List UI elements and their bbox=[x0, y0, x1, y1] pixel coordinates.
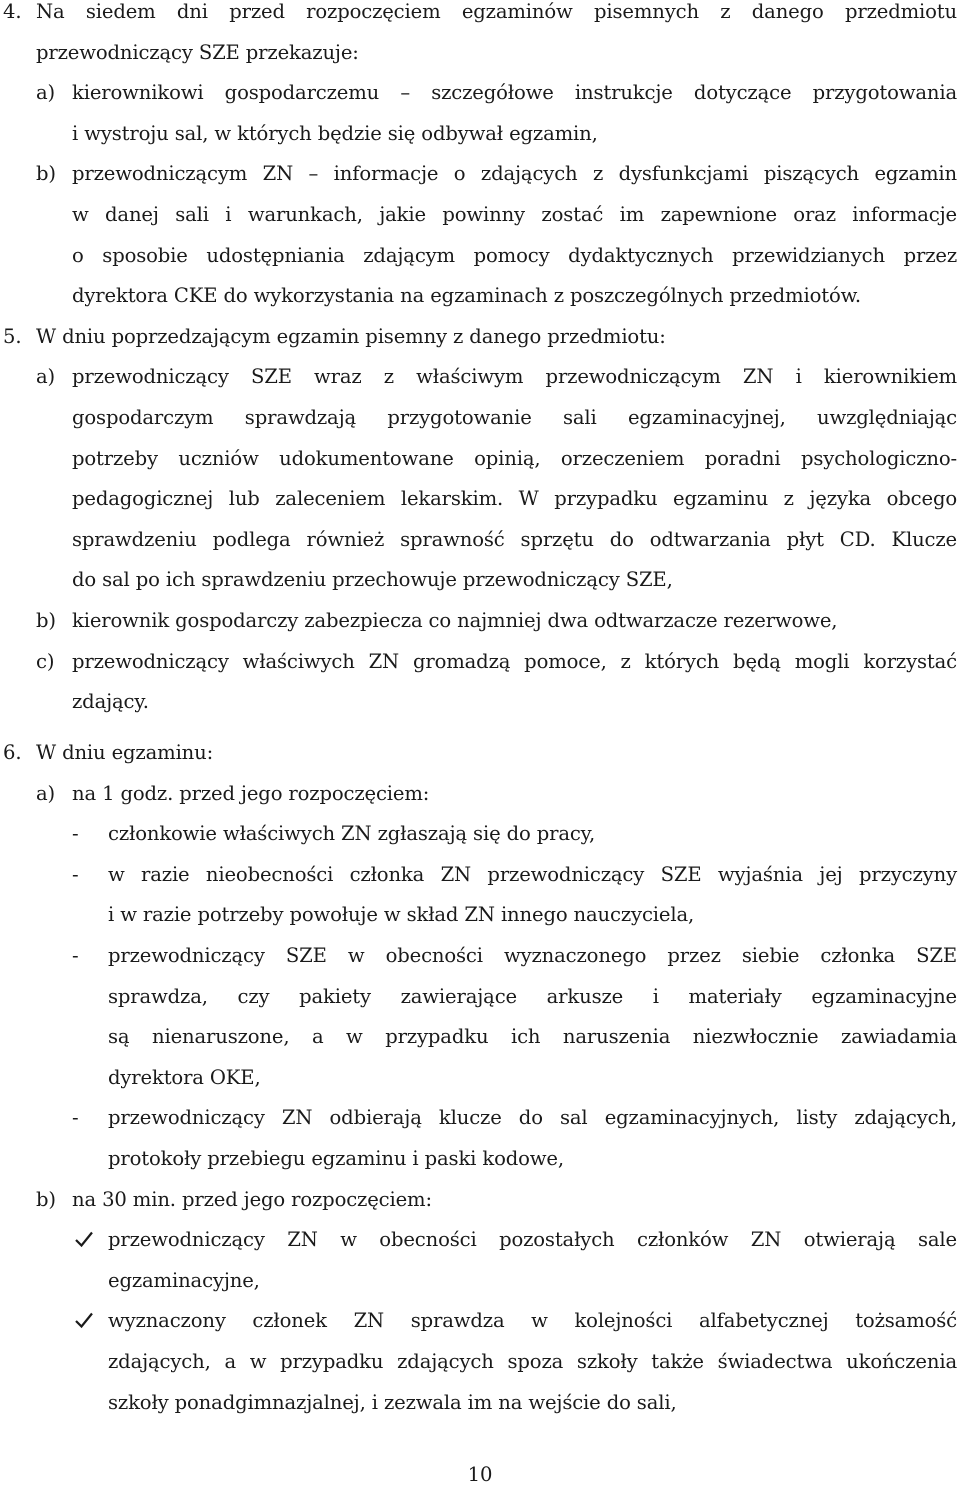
paragraph-line: przewodniczący SZE przekazuje: bbox=[36, 40, 359, 64]
paragraph-line: zdający. bbox=[72, 690, 149, 714]
paragraph-line: protokoły przebiegu egzaminu i paski kodowe, bbox=[108, 1147, 564, 1170]
paragraph-line: potrzeby uczniów udokumentowane opinią, orzeczeniem poradni psychologiczno- bbox=[72, 446, 957, 470]
paragraph-line: wyznaczony członek ZN sprawdza w kolejności alfabetycznej tożsamość bbox=[108, 1309, 957, 1333]
paragraph-line: przewodniczący właściwych ZN gromadzą pomoce, z których będą mogli korzystać bbox=[72, 649, 957, 673]
paragraph-line: przewodniczący ZN w obecności pozostałych członków ZN otwierają sale bbox=[108, 1228, 957, 1252]
paragraph-line: Na siedem dni przed rozpoczęciem egzaminów pisemnych z danego przedmiotu bbox=[36, 0, 957, 23]
paragraph-line: kierownik gospodarczy zabezpiecza co najmniej dwa odtwarzacze rezerwowe, bbox=[72, 609, 838, 632]
paragraph-line: na 30 min. przed jego rozpoczęciem: bbox=[72, 1187, 432, 1211]
checkmark-icon bbox=[74, 1301, 94, 1342]
paragraph-line: szkoły ponadgimnazjalnej, i zezwala im na wejście do sali, bbox=[108, 1390, 677, 1414]
paragraph-line: przewodniczący SZE w obecności wyznaczonego przez siebie członka SZE bbox=[108, 944, 957, 967]
list-letter-c: c) bbox=[36, 649, 55, 673]
paragraph-line: dyrektora CKE do wykorzystania na egzaminach z poszczególnych przedmiotów. bbox=[72, 284, 861, 308]
list-number-6: 6. bbox=[3, 741, 22, 764]
list-letter-b: b) bbox=[36, 1187, 56, 1211]
paragraph-line: egzaminacyjne, bbox=[108, 1268, 260, 1292]
paragraph-line: i wystroju sal, w których będzie się odbywał egzamin, bbox=[72, 121, 598, 145]
list-number-4: 4. bbox=[3, 0, 22, 23]
paragraph-line: sprawdzeniu podlega również sprawność sprzętu do odtwarzania płyt CD. Klucze bbox=[72, 527, 957, 551]
list-number-5: 5. bbox=[3, 324, 22, 348]
paragraph-line: W dniu poprzedzającym egzamin pisemny z danego przedmiotu: bbox=[36, 324, 666, 348]
paragraph-line: i w razie potrzeby powołuje w skład ZN innego nauczyciela, bbox=[108, 903, 695, 927]
paragraph-line: członkowie właściwych ZN zgłaszają się do pracy, bbox=[108, 822, 596, 846]
paragraph-line: do sal po ich sprawdzeniu przechowuje przewodniczący SZE, bbox=[72, 568, 673, 592]
list-letter-a: a) bbox=[36, 365, 56, 389]
list-letter-a: a) bbox=[36, 81, 56, 105]
paragraph-line: kierownikowi gospodarczemu – szczegółowe instrukcje dotyczące przygotowania bbox=[72, 81, 957, 105]
paragraph-line: zdających, a w przypadku zdających spoza szkoły także świadectwa ukończenia bbox=[108, 1350, 957, 1373]
paragraph-line: gospodarczym sprawdzają przygotowanie sali egzaminacyjnej, uwzględniając bbox=[72, 406, 957, 429]
paragraph-line: W dniu egzaminu: bbox=[36, 741, 214, 764]
paragraph-line: pedagogicznej lub zaleceniem lekarskim. W przypadku egzaminu z języka obcego bbox=[72, 487, 957, 511]
paragraph-line: przewodniczący SZE wraz z właściwym przewodniczącym ZN i kierownikiem bbox=[72, 365, 957, 389]
paragraph-line: sprawdza, czy pakiety zawierające arkusze i materiały egzaminacyjne bbox=[108, 984, 957, 1008]
paragraph-line: o sposobie udostępniania zdającym pomocy dydaktycznych przewidzianych przez bbox=[72, 243, 957, 267]
paragraph-line: przewodniczący ZN odbierają klucze do sal egzaminacyjnych, listy zdających, bbox=[108, 1106, 957, 1130]
paragraph-line: są nienaruszone, a w przypadku ich naruszenia niezwłocznie zawiadamia bbox=[108, 1025, 957, 1049]
paragraph-line: na 1 godz. przed jego rozpoczęciem: bbox=[72, 781, 430, 805]
list-letter-b: b) bbox=[36, 162, 56, 186]
paragraph-line: przewodniczącym ZN – informacje o zdających z dysfunkcjami piszących egzamin bbox=[72, 162, 957, 186]
list-letter-a: a) bbox=[36, 781, 56, 805]
paragraph-line: w razie nieobecności członka ZN przewodniczący SZE wyjaśnia jej przyczyny bbox=[108, 862, 957, 886]
paragraph-line: w danej sali i warunkach, jakie powinny zostać im zapewnione oraz informacje bbox=[72, 203, 957, 226]
dash-bullet: - bbox=[72, 862, 79, 886]
page-number: 10 bbox=[467, 1463, 493, 1486]
dash-bullet: - bbox=[72, 822, 79, 846]
paragraph-line: dyrektora OKE, bbox=[108, 1065, 261, 1089]
dash-bullet: - bbox=[72, 944, 79, 967]
checkmark-icon bbox=[74, 1220, 94, 1261]
dash-bullet: - bbox=[72, 1106, 79, 1130]
list-letter-b: b) bbox=[36, 609, 56, 632]
